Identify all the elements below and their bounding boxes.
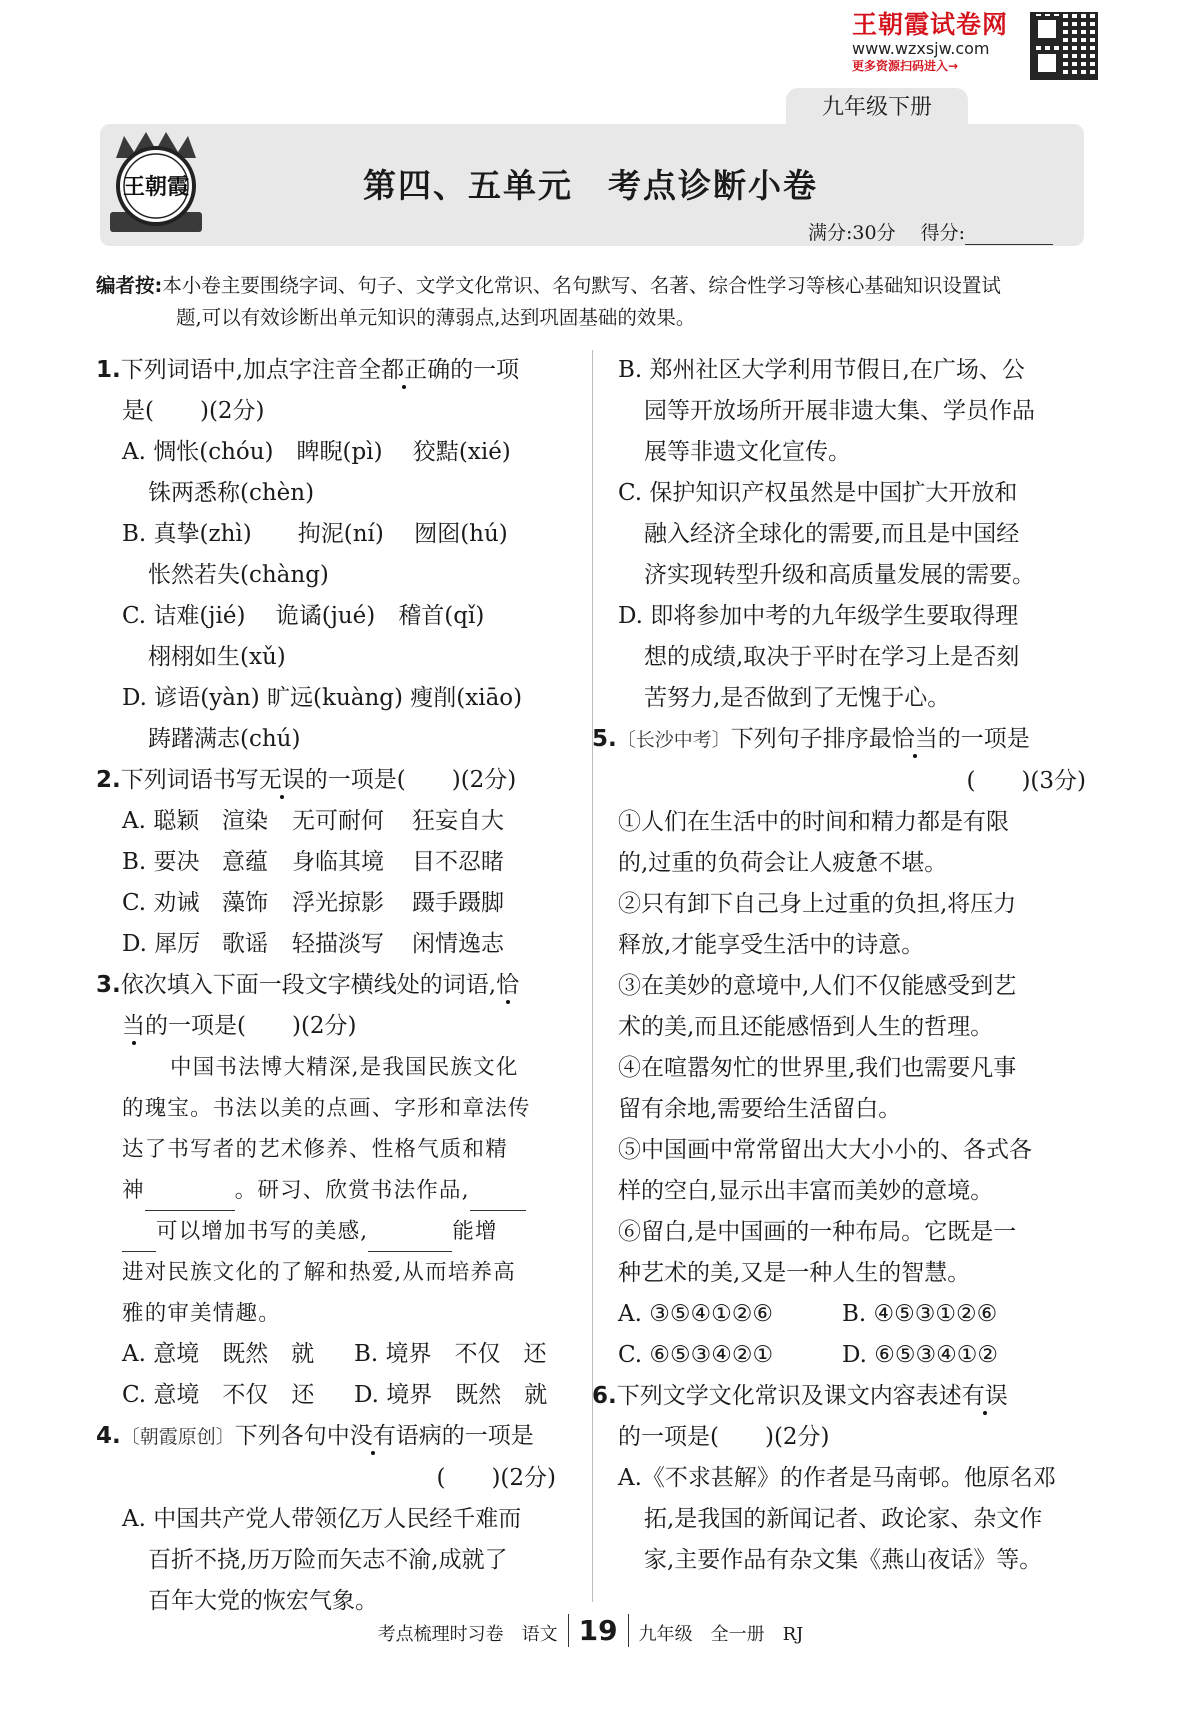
q5-sentence-6-cont: 种艺术的美,又是一种人生的智慧。	[618, 1260, 971, 1286]
svg-text:王朝霞: 王朝霞	[122, 174, 190, 200]
q2-option-d[interactable]: D. 犀厉 歌谣 轻描淡写 闲情逸志	[122, 931, 504, 957]
editor-note-label: 编者按:	[96, 274, 163, 297]
q3-blank-2-cont[interactable]	[122, 1227, 156, 1252]
q5-sentence-2-cont: 释放,才能享受生活中的诗意。	[618, 932, 925, 958]
q4-option-a-cont: 百年大党的恢宏气象。	[148, 1588, 378, 1614]
q3-blank-3[interactable]	[368, 1227, 452, 1252]
q3-passage-line: 雅的审美情趣。	[122, 1301, 281, 1326]
q3-passage-line: 的瑰宝。书法以美的点画、字形和章法传	[122, 1096, 531, 1121]
right-column	[592, 350, 1092, 1581]
q5-sentence-1: ①人们在生活中的时间和精力都是有限	[618, 809, 1009, 835]
q3-stem-cont: 当的一项是( )(2分)	[122, 1013, 357, 1039]
full-score: 满分:30分	[808, 222, 896, 244]
q3-blank-2[interactable]	[470, 1186, 526, 1211]
q3-passage-line: 进对民族文化的了解和热爱,从而培养高	[122, 1260, 516, 1285]
editor-note-line2: 题,可以有效诊断出单元知识的薄弱点,达到巩固基础的效果。	[176, 306, 696, 329]
q2-option-c[interactable]: C. 劝诫 藻饰 浮光掠影 蹑手蹑脚	[122, 890, 504, 916]
q5-options-ab[interactable]: A. ③⑤④①②⑥ B. ④⑤③①②⑥	[618, 1301, 998, 1327]
footer-right: 九年级 全一册 RJ	[638, 1624, 804, 1645]
q2-stem: 2.下列词语书写无误的一项是( )(2分)	[96, 767, 517, 793]
brand-name: 王朝霞试卷网	[852, 10, 1009, 39]
q4-option-c-cont: 融入经济全球化的需要,而且是中国经	[644, 521, 1020, 547]
brand-url[interactable]: www.wzxsjw.com	[852, 39, 990, 58]
brand-block	[852, 10, 1027, 74]
q6-option-a-cont: 家,主要作品有杂文集《燕山夜话》等。	[644, 1547, 1043, 1573]
q1-option-b[interactable]: B. 真挚(zhì) 拘泥(ní) 囫囵(hú)	[122, 521, 508, 547]
q3-blank-1[interactable]	[145, 1186, 235, 1211]
q3-options-ab[interactable]: A. 意境 既然 就 B. 境界 不仅 还	[122, 1341, 547, 1367]
q2-option-a[interactable]: A. 聪颖 渲染 无可耐何 狂妄自大	[122, 808, 504, 834]
q1-option-d[interactable]: D. 谚语(yàn) 旷远(kuàng) 瘦削(xiāo)	[122, 685, 523, 711]
q3-options-cd[interactable]: C. 意境 不仅 还 D. 境界 既然 就	[122, 1382, 548, 1408]
q6-option-a-cont: 拓,是我国的新闻记者、政论家、杂文作	[644, 1506, 1043, 1532]
page-title: 第四、五单元 考点诊断小卷	[363, 166, 818, 205]
left-column	[96, 350, 566, 1622]
q6-option-a[interactable]: A.《不求甚解》的作者是马南邨。他原名邓	[618, 1465, 1056, 1491]
q4-option-a[interactable]: A. 中国共产党人带领亿万人民经千难而	[122, 1506, 522, 1532]
qr-code-icon[interactable]	[1030, 12, 1098, 80]
q4-option-d-cont: 苦努力,是否做到了无愧于心。	[644, 685, 951, 711]
q3-stem: 3.依次填入下面一段文字横线处的词语,恰	[96, 972, 520, 998]
q4-option-b[interactable]: B. 郑州社区大学利用节假日,在广场、公	[618, 357, 1025, 383]
brand-more-resources: 更多资源扫码进入→	[852, 59, 959, 73]
q1-option-c[interactable]: C. 诘难(jié) 诡谲(jué) 稽首(qǐ)	[122, 603, 485, 629]
q3-passage-line: 达了书写者的艺术修养、性格气质和精	[122, 1137, 508, 1162]
q5-sentence-4: ④在喧嚣匆忙的世界里,我们也需要凡事	[618, 1055, 1017, 1081]
editor-note-line1: 本小卷主要围绕字词、句子、文学文化常识、名句默写、名著、综合性学习等核心基础知识设置试	[162, 274, 1001, 297]
q4-option-b-cont: 展等非遗文化宣传。	[644, 439, 851, 465]
score-label: 得分:	[920, 222, 966, 244]
q4-stem-cont: ( )(2分)	[436, 1465, 556, 1491]
q5-options-cd[interactable]: C. ⑥⑤③④②① D. ⑥⑤③④①②	[618, 1342, 998, 1368]
q5-sentence-2: ②只有卸下自己身上过重的负担,将压力	[618, 891, 1017, 917]
q4-option-c[interactable]: C. 保护知识产权虽然是中国扩大开放和	[618, 480, 1018, 506]
q6-stem: 6.下列文学文化常识及课文内容表述有误	[592, 1383, 1008, 1409]
q5-sentence-4-cont: 留有余地,需要给生活留白。	[618, 1096, 902, 1122]
q5-sentence-3: ③在美妙的意境中,人们不仅能感受到艺	[618, 973, 1017, 999]
score-blank[interactable]	[965, 226, 1053, 245]
q1-option-a[interactable]: A. 惆怅(chóu) 睥睨(pì) 狡黠(xié)	[122, 439, 511, 465]
q1-stem: 1.下列词语中,加点字注音全都正确的一项	[96, 357, 520, 383]
grade-tab: 九年级下册	[786, 88, 968, 126]
q1-option-c-cont: 栩栩如生(xǔ)	[148, 644, 286, 670]
q3-passage-line: 神 。研习、欣赏书法作品,	[96, 1170, 566, 1211]
q4-option-d-cont: 想的成绩,取决于平时在学习上是否刻	[644, 644, 1020, 670]
q4-stem: 4.〔朝霞原创〕下列各句中没有语病的一项是	[96, 1423, 534, 1449]
q5-sentence-5-cont: 样的空白,显示出丰富而美妙的意境。	[618, 1178, 994, 1204]
page-footer	[0, 1614, 1181, 1647]
q5-sentence-5: ⑤中国画中常常留出大大小小的、各式各	[618, 1137, 1032, 1163]
q4-option-a-cont: 百折不挠,历万险而矢志不渝,成就了	[148, 1547, 508, 1573]
footer-left: 考点梳理时习卷 语文	[377, 1624, 558, 1645]
score-line	[808, 218, 1053, 245]
q5-sentence-6: ⑥留白,是中国画的一种布局。它既是一	[618, 1219, 1017, 1245]
q2-option-b[interactable]: B. 要决 意蕴 身临其境 目不忍睹	[122, 849, 504, 875]
q1-option-d-cont: 踌躇满志(chú)	[148, 726, 301, 752]
q4-option-d[interactable]: D. 即将参加中考的九年级学生要取得理	[618, 603, 1019, 629]
q1-stem-cont: 是( )(2分)	[122, 398, 265, 424]
q5-sentence-1-cont: 的,过重的负荷会让人疲惫不堪。	[618, 850, 948, 876]
page-number: 19	[568, 1614, 629, 1647]
q5-sentence-3-cont: 术的美,而且还能感悟到人生的哲理。	[618, 1014, 994, 1040]
q5-stem: 5.〔长沙中考〕下列句子排序最恰当的一项是	[592, 726, 1030, 752]
q1-option-b-cont: 怅然若失(chàng)	[148, 562, 329, 588]
q4-option-b-cont: 园等开放场所开展非遗大集、学员作品	[644, 398, 1035, 424]
q5-stem-cont: ( )(3分)	[966, 768, 1086, 794]
q4-option-c-cont: 济实现转型升级和高质量发展的需要。	[644, 562, 1035, 588]
q3-passage-line: 中国书法博大精深,是我国民族文化	[170, 1055, 519, 1080]
q1-option-a-cont: 铢两悉称(chèn)	[148, 480, 315, 506]
q3-passage-line: 可以增加书写的美感, 能增	[96, 1211, 566, 1252]
editor-note	[96, 270, 1086, 334]
q6-stem-cont: 的一项是( )(2分)	[618, 1424, 830, 1450]
